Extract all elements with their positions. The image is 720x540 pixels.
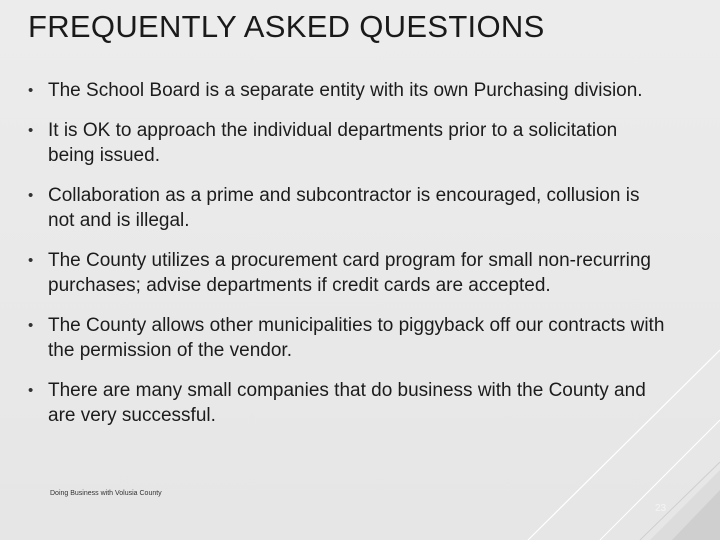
bullet-item [28,183,668,233]
bullet-text: The County utilizes a procurement card program for small non-recurring purchases; advise departments if credit cards are accepted. [48,250,651,296]
bullet-item [28,378,668,428]
bullet-icon: • [28,252,34,269]
bullet-icon: • [28,317,34,334]
bullet-text: The County allows other municipalities to piggyback off our contracts with the permission of the vendor. [48,315,665,361]
bullet-icon: • [28,122,34,139]
bullet-list [28,78,668,443]
bullet-item [28,313,668,363]
bullet-item [28,248,668,298]
bullet-text: The School Board is a separate entity with its own Purchasing division. [48,80,643,101]
bullet-item [28,118,668,168]
bullet-item [28,78,668,103]
slide-title: FREQUENTLY ASKED QUESTIONS [28,9,545,44]
bullet-text: It is OK to approach the individual departments prior to a solicitation being issued. [48,120,618,166]
bullet-text: There are many small companies that do business with the County and are very successful. [48,380,646,426]
bullet-icon: • [28,187,34,204]
bullet-icon: • [28,382,34,399]
bullet-icon: • [28,82,34,99]
bullet-text: Collaboration as a prime and subcontractor is encouraged, collusion is not and is illegal. [48,185,640,231]
slide-footer: Doing Business with Volusia County [50,490,162,497]
page-number: 23 [655,503,667,514]
